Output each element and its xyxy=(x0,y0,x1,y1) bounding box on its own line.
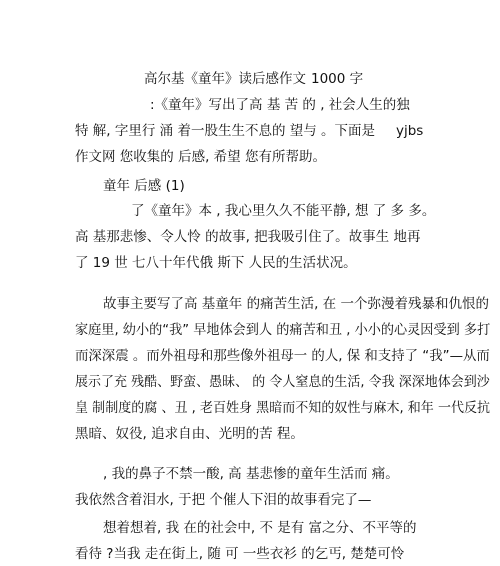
document-title: 高尔基《童年》读后感作文 xyxy=(144,71,306,87)
body-line: 黑暗、奴役, 追求自由、光明的苦 程。 xyxy=(75,426,304,442)
body-line: , 我的鼻子不禁一酸, 高 基悲惨的童年生活而 痛。 xyxy=(103,466,399,482)
body-line: 了 19 世 七八十年代俄 斯下 人民的生活状况。 xyxy=(75,255,357,271)
body-line: 看待 ?当我 走在街上, 随 可 一些衣衫 的乞丐, 楚楚可怜 xyxy=(75,546,405,562)
body-line: 故事主要写了高 基童年 的痛苦生活, 在 一个弥漫着残暴和仇恨的 xyxy=(103,296,489,312)
body-line: 了《童年》本 , 我心里久久不能平静, 想 了 多 多。 xyxy=(131,203,436,219)
section-heading: 童年 后感 (1) xyxy=(103,178,185,194)
body-line: :《童年》写出了高 基 苦 的 , 社会人生的独 xyxy=(150,97,410,113)
body-line: yjbs xyxy=(396,123,424,139)
body-line: 作文网 您收集的 后感, 希望 您有所帮助。 xyxy=(75,149,326,165)
body-line: 皇 制制度的腐 、丑 , 老百姓身 黑暗而不知的奴性与麻木, 和年 一代反抗 xyxy=(75,400,491,416)
word-count: 1000 字 xyxy=(311,71,364,87)
body-line: 特 解, 字里行 涌 着一股生生不息的 望与 。下面是 xyxy=(75,123,376,139)
body-line: 展示了充 残酷、野蛮、愚昧、 的 令人窒息的生活, 令我 深深地体会到沙 xyxy=(75,374,490,390)
body-line: 想着想着, 我 在的社会中, 不 是有 富之分、不平等的 xyxy=(103,520,417,536)
body-line: 家庭里, 幼小的“我” 早地体会到人 的痛苦和丑 , 小小的心灵因受到 多打 xyxy=(75,322,491,338)
body-line: 而深深震 。而外祖母和那些像外祖母一 的人, 保 和支持了 “我”—从而 xyxy=(75,348,490,364)
body-line: 高 基那悲惨、令人怜 的故事, 把我吸引住了。故事生 地再 xyxy=(75,229,421,245)
body-line: 我依然含着泪水, 于把 个催人下泪的故事看完了— xyxy=(75,492,372,508)
